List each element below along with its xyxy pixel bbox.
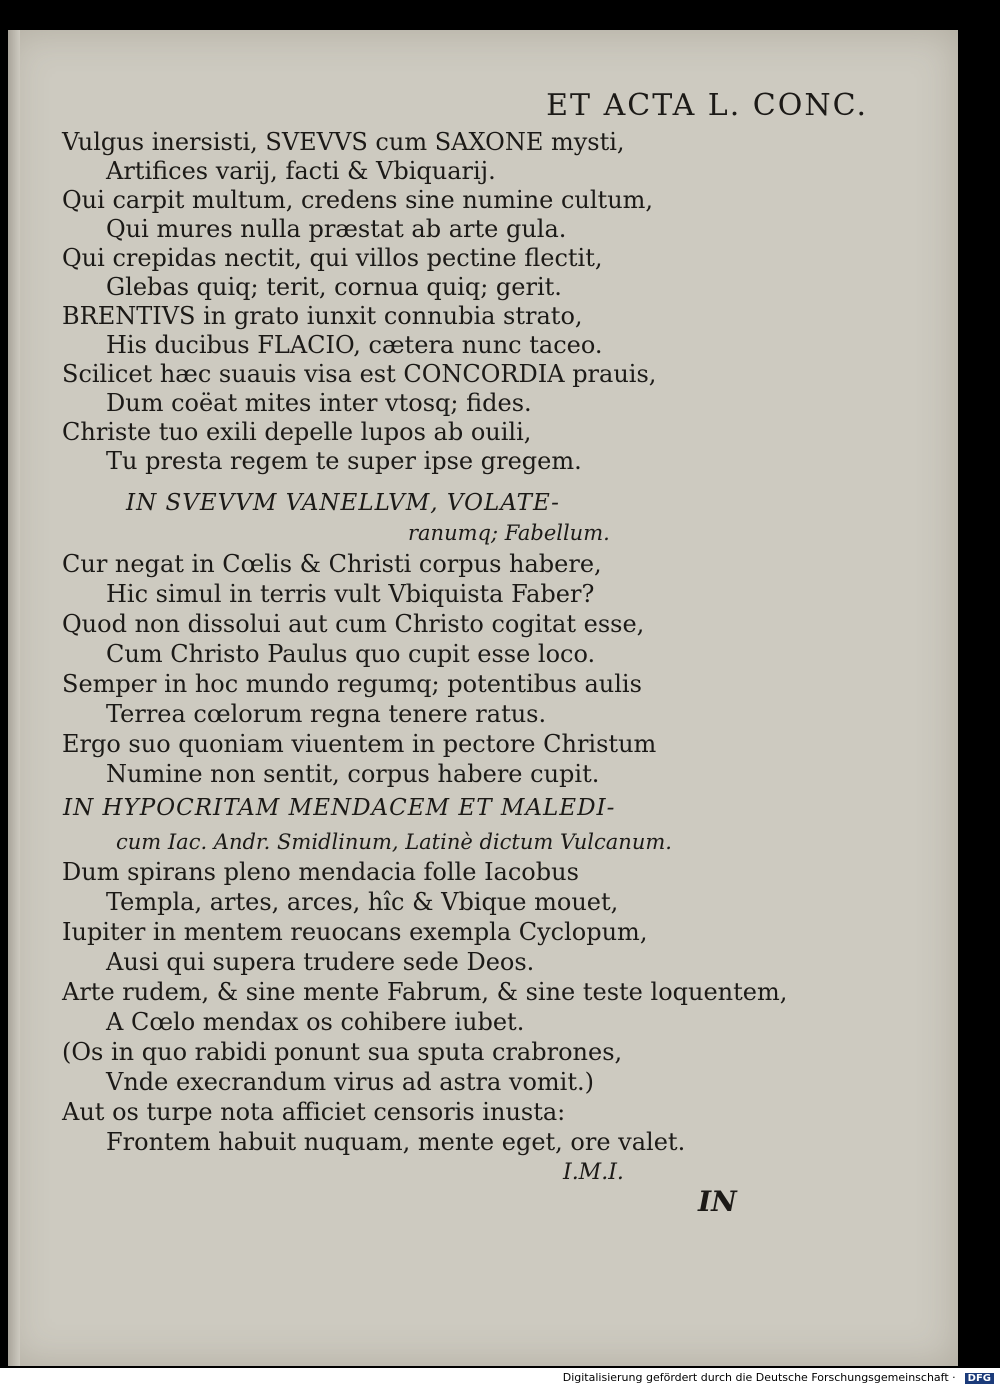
verse-line: A Cœlo mendax os cohibere iubet. [106, 1008, 525, 1036]
verse-line: Frontem habuit nuquam, mente eget, ore valet. [106, 1128, 686, 1156]
page-edge-shadow [8, 30, 20, 1366]
running-header: ET ACTA L. CONC. [546, 88, 868, 123]
verse-line: Artifices varij, facti & Vbiquarij. [106, 157, 496, 185]
verse-line: Qui crepidas nectit, qui villos pectine flectit, [62, 244, 603, 272]
verse-line: Templa, artes, arces, hîc & Vbique mouet, [106, 888, 619, 916]
verse-line: Vnde execrandum virus ad astra vomit.) [106, 1068, 594, 1096]
digitization-footer [0, 1368, 1000, 1387]
verse-line: Terrea cœlorum regna tenere ratus. [106, 700, 547, 728]
verse-line: Vulgus inersisti, SVEVVS cum SAXONE mysti, [62, 128, 625, 156]
verse-line: Qui mures nulla præstat ab arte gula. [106, 215, 567, 243]
verse-line: Ausi qui supera trudere sede Deos. [106, 948, 535, 976]
verse-line: Cur negat in Cœlis & Christi corpus habere, [62, 550, 602, 578]
verse-line: Aut os turpe nota afficiet censoris inusta: [62, 1098, 566, 1126]
verse-line: BRENTIVS in grato iunxit connubia strato, [62, 302, 583, 330]
author-signature: I.M.I. [563, 1160, 624, 1185]
book-page [8, 30, 958, 1366]
verse-line: Tu presta regem te super ipse gregem. [106, 447, 582, 475]
verse-line: Arte rudem, & sine mente Fabrum, & sine teste loquentem, [62, 978, 788, 1006]
verse-line: Quod non dissolui aut cum Christo cogitat esse, [62, 610, 645, 638]
verse-line: Hic simul in terris vult Vbiquista Faber? [106, 580, 595, 608]
verse-line: Christe tuo exili depelle lupos ab ouili, [62, 418, 532, 446]
verse-line: Qui carpit multum, credens sine numine cultum, [62, 186, 654, 214]
funding-notice: Digitalisierung gefördert durch die Deutsche Forschungsgemeinschaft · [562, 1371, 956, 1384]
dfg-logo: DFG [965, 1373, 994, 1384]
poem-heading: IN HYPOCRITAM MENDACEM ET MALEDI- [63, 795, 616, 821]
verse-line: Iupiter in mentem reuocans exempla Cyclopum, [62, 918, 648, 946]
verse-line: Ergo suo quoniam viuentem in pectore Christum [62, 730, 657, 758]
verse-line: Dum coëat mites inter vtosq; fides. [106, 389, 532, 417]
verse-line: Semper in hoc mundo regumq; potentibus aulis [62, 670, 642, 698]
verse-line: His ducibus FLACIO, cætera nunc taceo. [106, 331, 603, 359]
verse-line: Dum spirans pleno mendacia folle Iacobus [62, 858, 579, 886]
poem-heading: IN SVEVVM VANELLVM, VOLATE- [126, 490, 560, 516]
verse-line: Cum Christo Paulus quo cupit esse loco. [106, 640, 596, 668]
poem-heading-continued: ranumq; Fabellum. [408, 521, 610, 545]
poem-heading-continued: cum Iac. Andr. Smidlinum, Latinè dictum Vulcanum. [116, 830, 672, 854]
catchword: IN [698, 1185, 737, 1218]
verse-line: Numine non sentit, corpus habere cupit. [106, 760, 600, 788]
verse-line: Scilicet hæc suauis visa est CONCORDIA prauis, [62, 360, 657, 388]
verse-line: Glebas quiq; terit, cornua quiq; gerit. [106, 273, 562, 301]
verse-line: (Os in quo rabidi ponunt sua sputa crabrones, [62, 1038, 623, 1066]
